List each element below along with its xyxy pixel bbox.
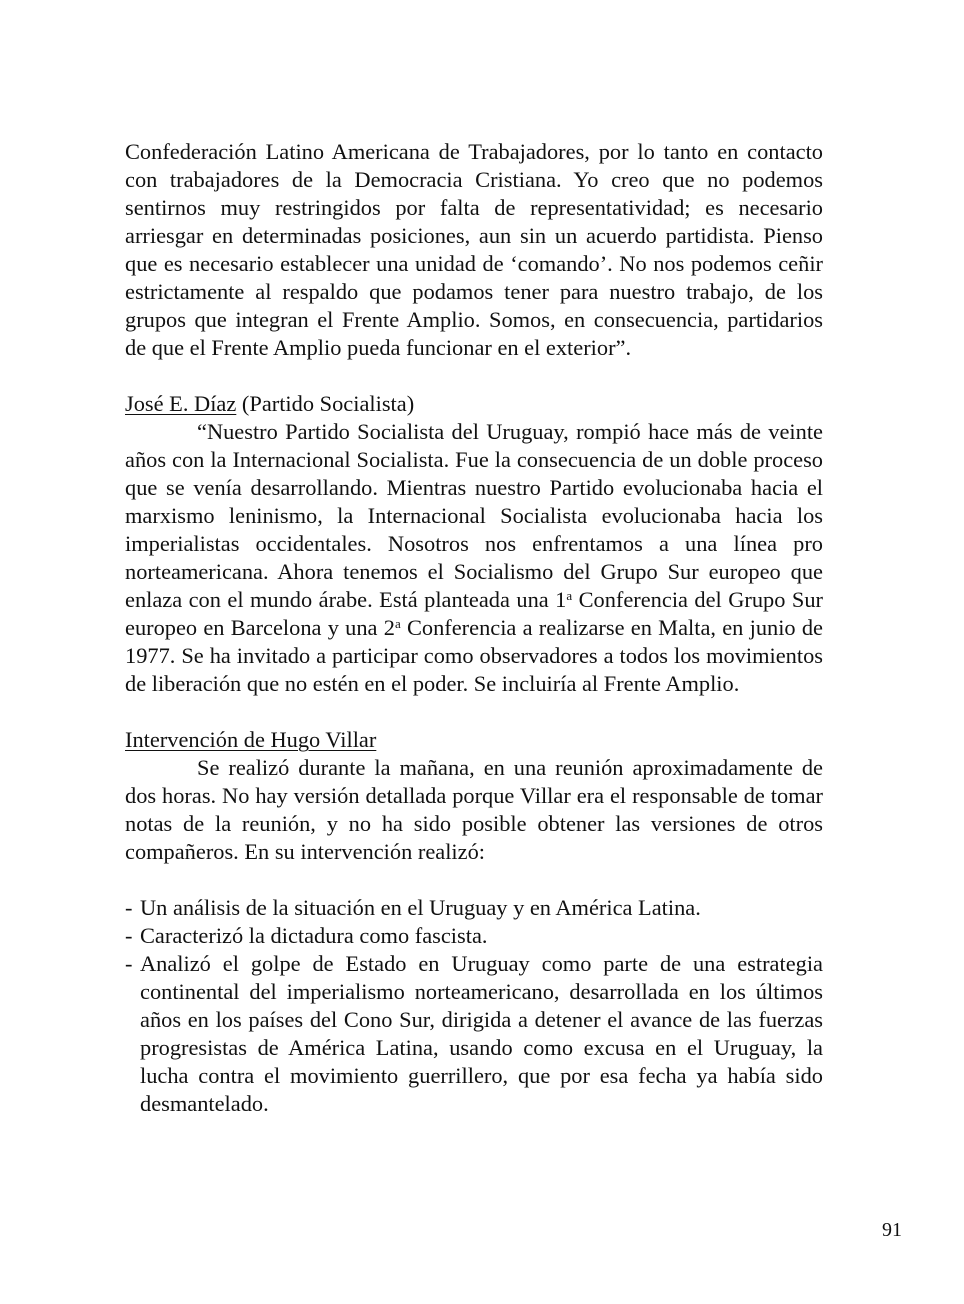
paragraph-gap	[125, 362, 823, 390]
speaker-name: José E. Díaz	[125, 391, 237, 416]
list-item	[125, 922, 823, 950]
section-paragraph: Se realizó durante la mañana, en una reunión aproximadamente de dos horas. No hay versión detallada porque Villar era el responsable de tomar notas de la reunión, y no ha sido posible obtener las versiones de otros compañeros. En su intervención realizó:	[125, 755, 823, 864]
list-item-text: Caracterizó la dictadura como fascista.	[140, 923, 488, 948]
paragraph-gap	[125, 866, 823, 894]
list-dash: -	[125, 923, 133, 948]
list-item	[125, 894, 823, 922]
page-number: 91	[882, 1219, 902, 1241]
speaker-heading	[125, 390, 823, 418]
quote-text-part-1: “Nuestro Partido Socialista del Uruguay, rompió hace más de veinte años con la Internacional Socialista. Fue la consecuencia de un doble proceso que se venía desarrollando. Mientras nuestro Partido evolucionaba hacia el marxismo leninismo, la Internacional Socialista evolucionaba hacia los imperialistas occidentales. Nosotros nos enfrentamos a una línea pro norteamericana. Ahora tenemos el Socialismo del Grupo Sur europeo que enlaza con el mundo árabe. Está planteada una 1	[125, 419, 823, 612]
intervention-list	[125, 894, 823, 1118]
section-heading	[125, 726, 823, 754]
ordinal-indicator-2: a	[394, 616, 401, 631]
list-dash: -	[125, 895, 133, 920]
quote-text-part-3: Conferencia a realizarse en Malta, en junio de 1977. Se ha invitado a participar como observadores a todos los movimientos de liberación que no estén en el poder. Se incluiría al Frente Amplio.	[125, 615, 823, 696]
speaker-affiliation: (Partido Socialista)	[236, 391, 415, 416]
paragraph-continuation: Confederación Latino Americana de Trabajadores, por lo tanto en contacto con trabajadores de la Democracia Cristiana. Yo creo que no podemos sentirnos muy restringidos por falta de representatividad; es necesario arriesgar en determinadas posiciones, aun sin un acuerdo partidista. Pienso que es necesario establecer una unidad de ‘comando’. No nos podemos ceñir estrictamente al respaldo que podamos tener para nuestro trabajo, de los grupos que integran el Frente Amplio. Somos, en consecuencia, partidarios de que el Frente Amplio pueda funcionar en el exterior”.	[125, 139, 823, 360]
list-dash: -	[125, 951, 133, 976]
quote-text-part-2: Conferencia del Grupo Sur europeo en Barcelona y una 2	[125, 587, 823, 640]
list-item-text: Un análisis de la situación en el Uruguay y en América Latina.	[140, 895, 701, 920]
paragraph-gap	[125, 698, 823, 726]
speaker-quote-paragraph	[125, 418, 823, 698]
ordinal-indicator-1: a	[566, 588, 573, 603]
section-heading-text: Intervención de Hugo Villar	[125, 727, 377, 752]
document-page-body	[125, 138, 823, 1118]
list-item	[125, 950, 823, 1118]
list-item-text: Analizó el golpe de Estado en Uruguay como parte de una estrategia continental del imperialismo norteamericano, desarrollada en los últimos años en los países del Cono Sur, dirigida a detener el avance de las fuerzas progresistas de América Latina, usando como excusa en el Uruguay, la lucha contra el movimiento guerrillero, que por esa fecha ya había sido desmantelado.	[140, 951, 823, 1116]
